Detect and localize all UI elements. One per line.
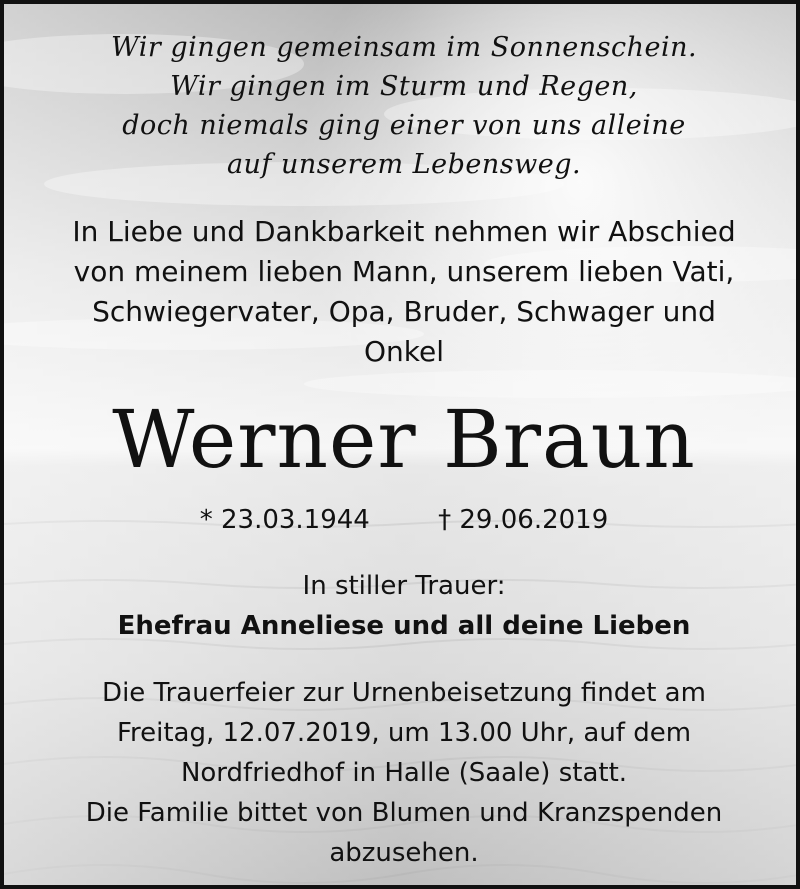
poem-line: auf unserem Lebensweg. (226, 149, 582, 180)
funeral-line: Freitag, 12.07.2019, um 13.00 Uhr, auf dem (116, 718, 692, 748)
mourners-heading: In stiller Trauer: (302, 571, 506, 601)
mourners-family: Ehefrau Anneliese und all deine Lieben (117, 611, 691, 641)
farewell-line: Schwiegervater, Opa, Bruder, Schwager und (92, 295, 716, 328)
farewell-text (24, 212, 784, 372)
farewell-line: In Liebe und Dankbarkeit nehmen wir Abschied (72, 215, 736, 248)
farewell-line: von meinem lieben Mann, unserem lieben Vati, (73, 255, 735, 288)
poem (24, 28, 784, 184)
death-date: † 29.06.2019 (438, 505, 609, 535)
farewell-line: Onkel (363, 335, 444, 368)
poem-line: Wir gingen gemeinsam im Sonnenschein. (110, 32, 698, 63)
notice-content (4, 4, 800, 889)
mourners (4, 566, 800, 646)
birth-date: * 23.03.1944 (199, 505, 370, 535)
funeral-line: Die Familie bittet von Blumen und Kranzspenden (85, 798, 723, 828)
poem-line: doch niemals ging einer von uns alleine (122, 110, 686, 141)
funeral-line: Nordfriedhof in Halle (Saale) statt. (180, 758, 628, 788)
poem-line: Wir gingen im Sturm und Regen, (170, 71, 638, 102)
life-dates (4, 500, 800, 540)
deceased-name: Werner Braun (112, 393, 696, 486)
funeral-line: Die Trauerfeier zur Urnenbeisetzung findet am (102, 678, 706, 708)
funeral-line: abzusehen. (329, 838, 479, 868)
funeral-info (24, 673, 784, 873)
